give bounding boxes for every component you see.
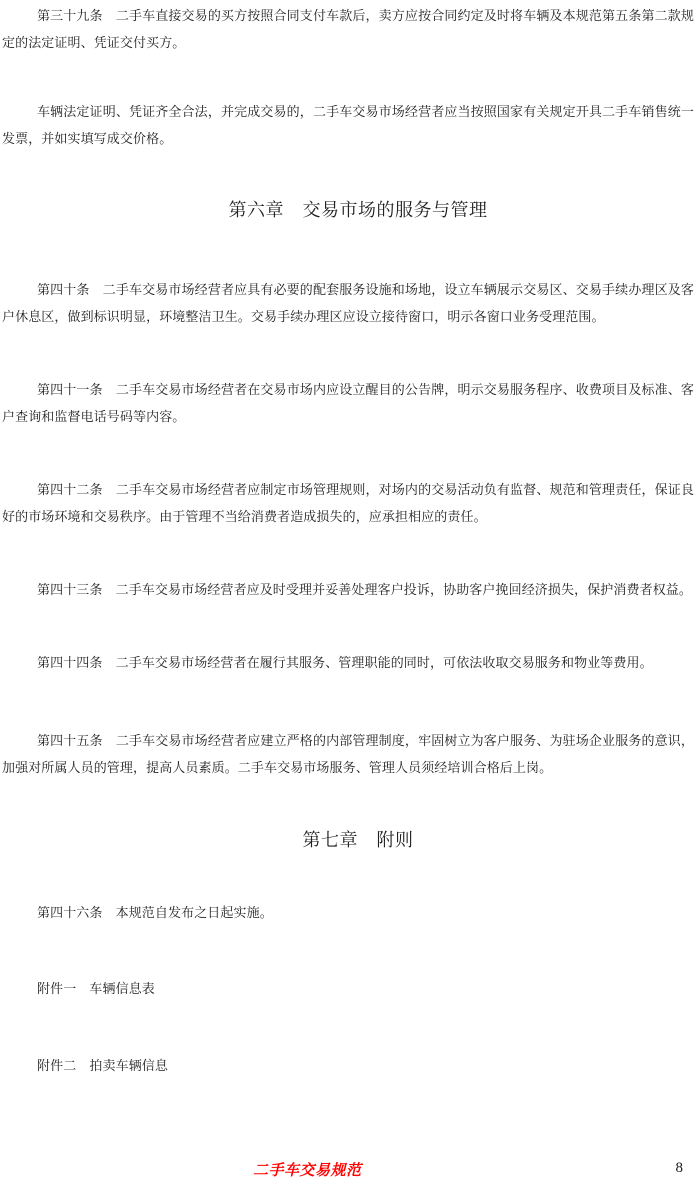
attachment-2-line: 附件二 拍卖车辆信息 [37,1058,169,1073]
paragraph-article-43: 第四十三条 二手车交易市场经营者应及时受理并妥善处理客户投诉，协助客户挽回经济损失，保护消费者权益。 [37,582,693,597]
paragraph-article-42: 第四十二条 二手车交易市场经营者应制定市场管理规则，对场内的交易活动负有监督、规范和管理责任，保证良好的市场环境和交易秩序。由于管理不当给消费者造成损失的，应承担相应的责任。 [2,482,694,524]
paragraph-article-41: 第四十一条 二手车交易市场经营者在交易市场内应设立醒目的公告牌，明示交易服务程序、收费项目及标准、客户查询和监督电话号码等内容。 [2,382,694,424]
page-footer [0,1159,700,1181]
paragraph-article-45: 第四十五条 二手车交易市场经营者应建立严格的内部管理制度，牢固树立为客户服务、为驻场企业服务的意识，加强对所属人员的管理，提高人员素质。二手车交易市场服务、管理人员须经培训合格后上岗。 [2,733,694,775]
paragraph-article-46: 第四十六条 本规范自发布之日起实施。 [37,905,273,920]
paragraph-certificates-invoice: 车辆法定证明、凭证齐全合法，并完成交易的，二手车交易市场经营者应当按照国家有关规定开具二手车销售统一发票，并如实填写成交价格。 [2,104,694,146]
footer-document-title: 二手车交易规范 [253,1163,362,1179]
paragraph-article-40: 第四十条 二手车交易市场经营者应具有必要的配套服务设施和场地，设立车辆展示交易区、交易手续办理区及客户休息区，做到标识明显，环境整洁卫生。交易手续办理区应设立接待窗口，明示各窗口业务受理范围。 [2,282,694,324]
page-number: 8 [675,1160,683,1176]
paragraph-article-44: 第四十四条 二手车交易市场经营者在履行其服务、管理职能的同时，可依法收取交易服务和物业等费用。 [37,655,653,670]
paragraph-article-39: 第三十九条 二手车直接交易的买方按照合同支付车款后，卖方应按合同约定及时将车辆及本规范第五条第二款规定的法定证明、凭证交付买方。 [2,8,694,50]
chapter-7-heading: 第七章 附则 [302,830,414,850]
chapter-6-heading: 第六章 交易市场的服务与管理 [228,200,488,220]
attachment-1-line: 附件一 车辆信息表 [37,981,155,996]
